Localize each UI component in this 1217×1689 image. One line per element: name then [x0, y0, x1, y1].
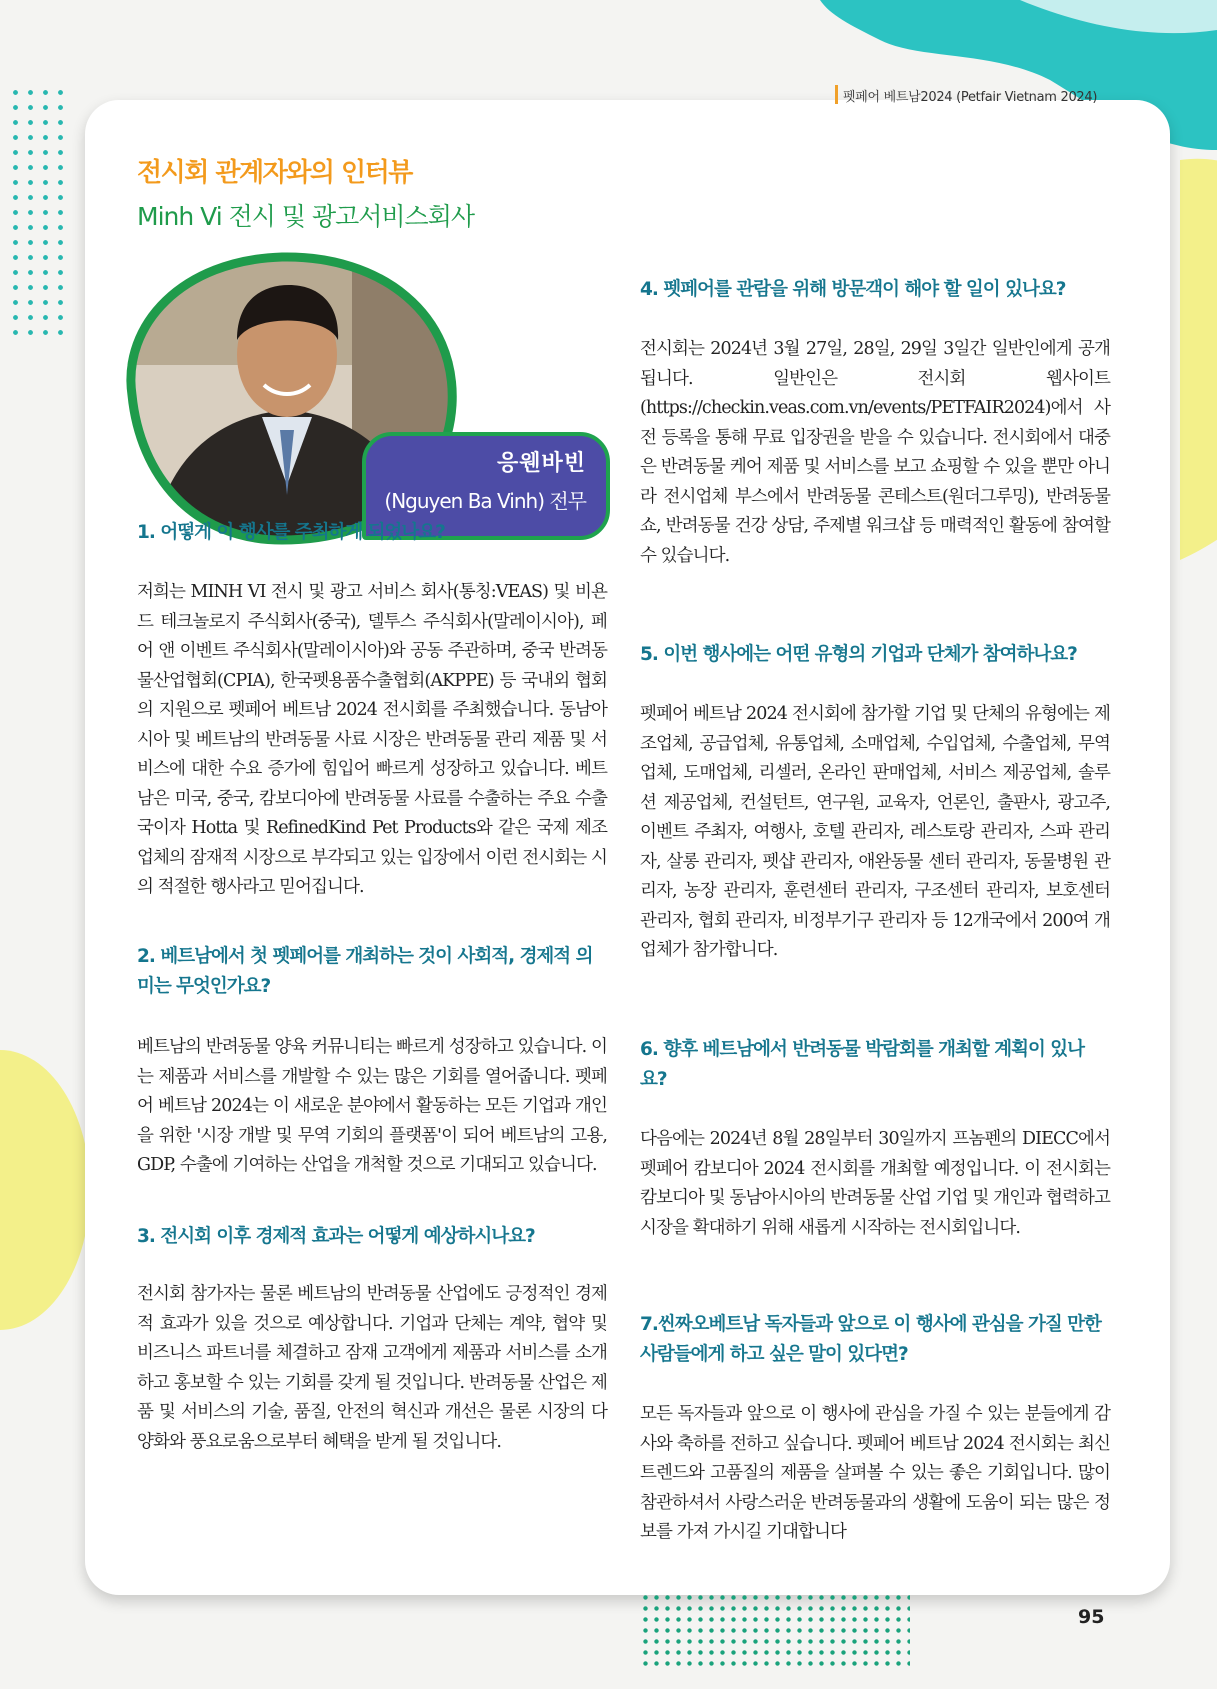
article-title: 전시회 관계자와의 인터뷰: [137, 158, 412, 188]
page-number: 95: [1078, 1606, 1105, 1628]
dot-pattern-bottom: [640, 1592, 910, 1672]
question-2: 2. 베트남에서 첫 펫페어를 개최하는 것이 사회적, 경제적 의미는 무엇인가요?: [137, 946, 593, 997]
header-accent-bar: [835, 85, 838, 104]
question-4: 4. 펫페어를 관람을 위해 방문객이 해야 할 일이 있나요?: [640, 279, 1066, 300]
question-3: 3. 전시회 이후 경제적 효과는 어떻게 예상하시나요?: [137, 1226, 535, 1247]
dot-pattern-left: [8, 85, 68, 335]
question-5: 5. 이번 행사에는 어떤 유형의 기업과 단체가 참여하나요?: [640, 644, 1077, 665]
answer-5: 펫페어 베트남 2024 전시회에 참가할 기업 및 단체의 유형에는 제조업체, 공급업체, 유통업체, 소매업체, 수입업체, 수출업체, 무역업체, 도매업체, 리셀러, 온라인 판매업체, 서비스 제공업체, 솔루션 제공업체, 컨설턴트, 연구원, 교육자, 언론인, 출판사, 광고주, 이벤트 주최자, 여행사, 호텔 관리자, 레스토랑 관리자, 스파 관리자, 살롱 관리자, 펫샵 관리자, 애완동물 센터 관리자, 동물병원 관리자, 농장 관리자, 훈련센터 관리자, 구조센터 관리자, 보호센터 관리자, 협회 관리자, 비정부기구 관리자 등 12개국에서 200여 개 업체가 참가합니다.: [640, 704, 1110, 960]
question-7: 7.씬짜오베트남 독자들과 앞으로 이 행사에 관심을 가질 만한 사람들에게 하고 싶은 말이 있다면?: [640, 1314, 1101, 1365]
answer-4: 전시회는 2024년 3월 27일, 28일, 29일 3일간 일반인에게 공개됩니다. 일반인은 전시회 웹사이트(https://checkin.veas.com.vn/events/PETFAIR2024)에서 사전 등록을 통해 무료 입장권을 받을 수 있습니다. 전시회에서 대중은 반려동물 케어 제품 및 서비스를 보고 쇼핑할 수 있을 뿐만 아니라 전시업체 부스에서 반려동물 콘테스트(원더그루밍), 반려동물 쇼, 반려동물 건강 상담, 주제별 워크샵 등 매력적인 활동에 참여할 수 있습니다.: [640, 339, 1110, 566]
question-6: 6. 향후 베트남에서 반려동물 박람회를 개최할 계획이 있나요?: [640, 1039, 1085, 1090]
answer-3: 전시회 참가자는 물론 베트남의 반려동물 산업에도 긍정적인 경제적 효과가 있을 것으로 예상합니다. 기업과 단체는 계약, 협약 및 비즈니스 파트너를 체결하고 잠재 고객에게 제품과 서비스를 소개하고 홍보할 수 있는 기회를 갖게 될 것입니다. 반려동물 산업은 제품 및 서비스의 기술, 품질, 안전의 혁신과 개선은 물론 시장의 다양화와 풍요로움으로부터 혜택을 받게 될 것입니다.: [137, 1284, 607, 1452]
person-name-english: (Nguyen Ba Vinh) 전무: [384, 489, 586, 513]
answer-7: 모든 독자들과 앞으로 이 행사에 관심을 가질 수 있는 분들에게 감사와 축하를 전하고 싶습니다. 펫페어 베트남 2024 전시회는 최신 트렌드와 고품질의 제품을 살펴볼 수 있는 좋은 기회입니다. 많이 참관하셔서 사랑스러운 반려동물과의 생활에 도움이 되는 많은 정보를 가져 가시길 기대합니다: [640, 1404, 1110, 1542]
article-subtitle: Minh Vi 전시 및 광고서비스회사: [137, 202, 474, 231]
answer-1: 저희는 MINH VI 전시 및 광고 서비스 회사(통칭:VEAS) 및 비욘드 테크놀로지 주식회사(중국), 델투스 주식회사(말레이시아), 페어 앤 이벤트 주식회사(말레이시아)와 공동 주관하며, 중국 반려동물산업협회(CPIA), 한국펫용품수출협회(AKPPE) 등 국내외 협회의 지원으로 펫페어 베트남 2024 전시회를 주최했습니다. 동남아시아 및 베트남의 반려동물 사료 시장은 반려동물 관리 제품 및 서비스에 대한 수요 증가에 힘입어 빠르게 성장하고 있습니다. 베트남은 미국, 중국, 캄보디아에 반려동물 사료를 수출하는 주요 수출국이자 Hotta 및 RefinedKind Pet Products와 같은 국제 제조업체의 잠재적 시장으로 부각되고 있는 입장에서 이런 전시회는 시의 적절한 행사라고 믿어집니다.: [137, 582, 607, 897]
header-tag: 펫페어 베트남2024 (Petfair Vietnam 2024): [843, 90, 1098, 105]
answer-2: 베트남의 반려동물 양육 커뮤니티는 빠르게 성장하고 있습니다. 이는 제품과 서비스를 개발할 수 있는 많은 기회를 열어줍니다. 펫페어 베트남 2024는 이 새로운 분야에서 활동하는 모든 기업과 개인을 위한 '시장 개발 및 무역 기회의 플랫폼'이 되어 베트남의 고용, GDP, 수출에 기여하는 산업을 개척할 것으로 기대되고 있습니다.: [137, 1037, 607, 1175]
answer-6: 다음에는 2024년 8월 28일부터 30일까지 프놈펜의 DIECC에서 펫페어 캄보디아 2024 전시회를 개최할 예정입니다. 이 전시회는 캄보디아 및 동남아시아의 반려동물 산업 기업 및 개인과 협력하고 시장을 확대하기 위해 새롭게 시작하는 전시회입니다.: [640, 1129, 1110, 1238]
question-1: 1. 어떻게 이 행사를 주최하게 되었나요?: [137, 522, 445, 543]
person-name-korean: 응웬바빈: [496, 451, 586, 476]
